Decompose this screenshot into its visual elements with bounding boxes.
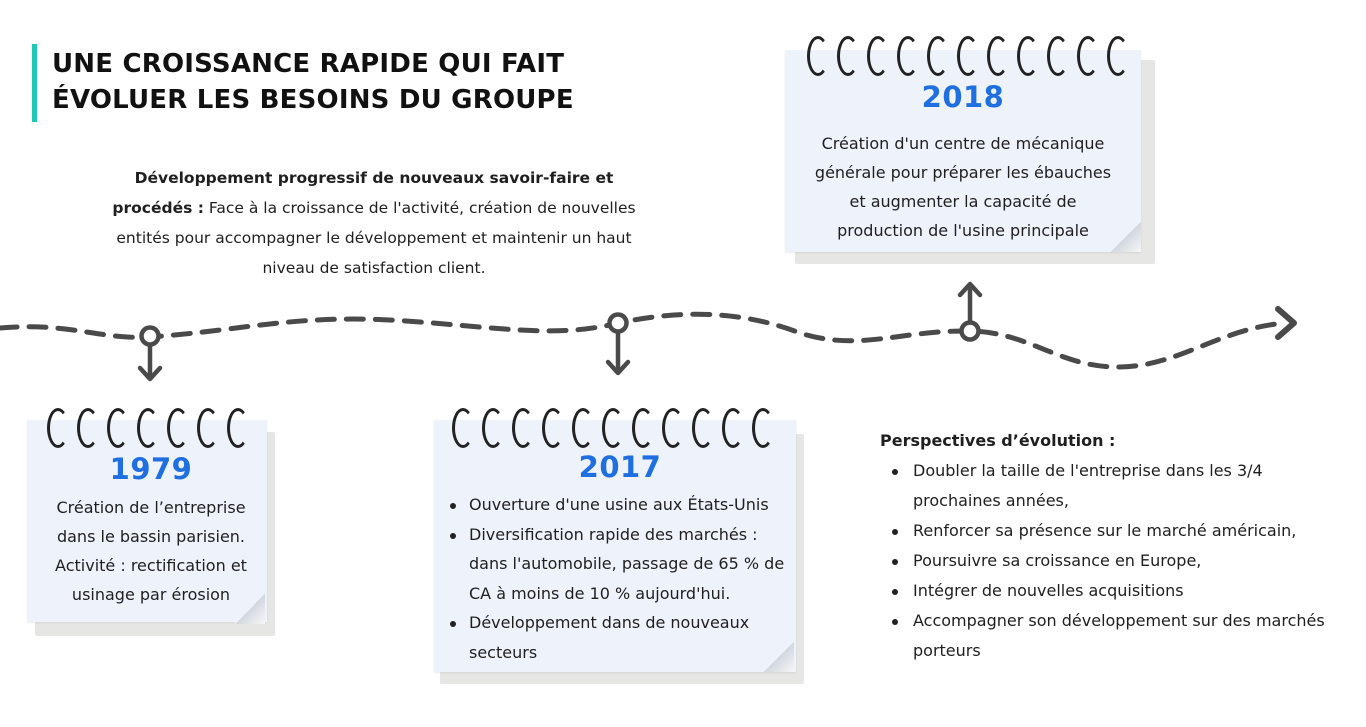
spiral-ring-icon <box>107 408 129 448</box>
note-line: et augmenter la capacité de <box>849 192 1077 211</box>
spiral-ring-icon <box>482 408 504 448</box>
intro-text: Face à la croissance de l'activité, création de nouvelles entités pour accompagner le développement et maintenir un haut niveau de satisfaction client. <box>116 199 636 277</box>
spiral-ring-icon <box>137 408 159 448</box>
perspectives <box>880 426 1360 666</box>
note-line: production de l'usine principale <box>837 221 1089 240</box>
list-item: Diversification rapide des marchés : dans l'automobile, passage de 65 % de CA à moins de 10 % aujourd'hui. <box>441 520 791 609</box>
spiral-ring-icon <box>897 36 919 76</box>
spiral-ring-icon <box>807 36 829 76</box>
spiral-ring-icon <box>722 408 744 448</box>
spiral-ring-icon <box>1107 36 1129 76</box>
note-line: usinage par érosion <box>71 585 231 604</box>
list-item: Poursuivre sa croissance en Europe, <box>880 546 1360 576</box>
spiral-ring-icon <box>837 36 859 76</box>
list-item: Intégrer de nouvelles acquisitions <box>880 576 1360 606</box>
spiral-ring-icon <box>692 408 714 448</box>
year-label: 1979 <box>109 452 193 486</box>
note-1979 <box>27 420 277 638</box>
list-item: Développement dans de nouveaux secteurs <box>441 608 791 667</box>
spiral-ring-icon <box>957 36 979 76</box>
spiral-ring-icon <box>662 408 684 448</box>
spiral-rings <box>807 36 1137 76</box>
spiral-ring-icon <box>602 408 624 448</box>
spiral-ring-icon <box>752 408 774 448</box>
note-line: générale pour préparer les ébauches <box>814 163 1112 182</box>
spiral-ring-icon <box>572 408 594 448</box>
note-line: Création de l’entreprise <box>56 498 246 517</box>
note-line: dans le bassin parisien. <box>56 527 246 546</box>
note-2017 <box>434 420 806 686</box>
spiral-ring-icon <box>77 408 99 448</box>
spiral-ring-icon <box>512 408 534 448</box>
spiral-rings <box>452 408 782 448</box>
list-item: Accompagner son développement sur des marchés porteurs <box>880 606 1328 666</box>
spiral-ring-icon <box>167 408 189 448</box>
note-body <box>27 493 275 609</box>
down-arrow-icon <box>140 328 160 380</box>
timeline-arrowhead-icon <box>1278 309 1294 337</box>
intro-bold: Développement progressif de nouveaux savoir-faire et procédés : <box>112 169 614 217</box>
list-item: Doubler la taille de l'entreprise dans les 3/4 prochaines années, <box>880 456 1323 516</box>
list-item: Ouverture d'une usine aux États-Unis <box>441 490 791 520</box>
spiral-ring-icon <box>1047 36 1069 76</box>
perspectives-heading: Perspectives d’évolution : <box>880 431 1116 450</box>
spiral-ring-icon <box>1077 36 1099 76</box>
note-body <box>785 129 1141 245</box>
page-title-line-2: ÉVOLUER LES BESOINS DU GROUPE <box>52 85 574 115</box>
note-2018 <box>785 50 1157 264</box>
timeline-line <box>0 314 1286 367</box>
spiral-ring-icon <box>47 408 69 448</box>
note-line: Création d'un centre de mécanique <box>821 134 1105 153</box>
spiral-ring-icon <box>927 36 949 76</box>
spiral-ring-icon <box>197 408 219 448</box>
page-title-line-1: UNE CROISSANCE RAPIDE QUI FAIT <box>52 49 565 79</box>
list-item: Renforcer sa présence sur le marché américain, <box>880 516 1360 546</box>
down-arrow-icon <box>608 315 628 374</box>
spiral-ring-icon <box>867 36 889 76</box>
year-label: 2018 <box>921 80 1005 114</box>
spiral-rings <box>47 408 257 448</box>
spiral-ring-icon <box>452 408 474 448</box>
up-arrow-icon <box>960 284 980 340</box>
note-line: Activité : rectification et <box>55 556 247 575</box>
year-label: 2017 <box>578 450 662 484</box>
spiral-ring-icon <box>987 36 1009 76</box>
spiral-ring-icon <box>542 408 564 448</box>
spiral-ring-icon <box>227 408 249 448</box>
spiral-ring-icon <box>1017 36 1039 76</box>
note-body <box>441 490 791 667</box>
spiral-ring-icon <box>632 408 654 448</box>
